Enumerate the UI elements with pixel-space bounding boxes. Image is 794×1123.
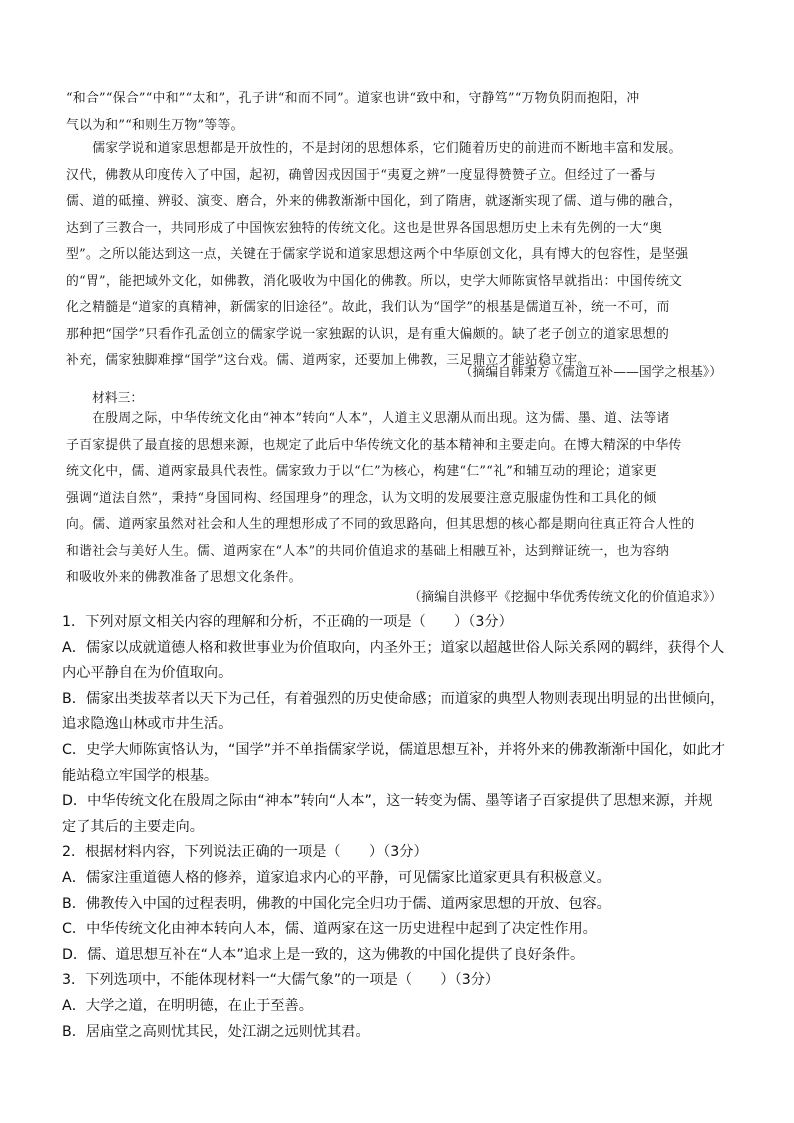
material2-paragraph-2: [66, 136, 736, 375]
question-1-option-c-cont: 能站稳立牢国学的根基。: [62, 767, 219, 784]
question-1-option-d-cont: 定了其后的主要走向。: [62, 818, 204, 835]
question-1-stem: 1．下列对原文相关内容的理解和分析，不正确的一项是（ ）（3分）: [62, 614, 513, 630]
text-line: 儒、道的砥撞、辨驳、演变、磨合，外来的佛教渐渐中国化，到了隋唐，就逐渐实现了儒、道与佛的融合，: [66, 194, 682, 209]
text-line: 达到了三教合一，共同形成了中国恢宏独特的传统文化。这也是世界各国思想历史上未有先例的一大“奥: [66, 220, 663, 236]
text-line: 子百家提供了最直接的思想来源，也规定了此后中华传统文化的基本精神和主要走向。在博大精深的中华传: [66, 437, 682, 453]
question-1-option-a: A．儒家以成就道德人格和救世事业为价值取向，内圣外王；道家以超越世俗人际关系网的羁绊，获得个人: [62, 639, 725, 656]
text-line: 和吸收外来的佛教准备了思想文化条件。: [66, 570, 302, 585]
questions-section: [62, 610, 742, 1045]
question-1-option-b-cont: 追求隐逸山林或市井生活。: [62, 716, 233, 733]
question-1-option-c: C．史学大师陈寅恪认为，“国学”并不单指儒家学说，儒道思想互补，并将外来的佛教渐渐中国化，如此才: [62, 741, 726, 758]
text-line: 型”。之所以能达到这一点，关键在于儒家学说和道家思想这两个中华原创文化，具有博大的包容性，是坚强: [66, 247, 689, 262]
text-line: 气以为和”“和则生万物”等等。: [66, 117, 244, 133]
material2-paragraph-1: [66, 86, 736, 139]
text-line: 化之精髓是“道家的真精神，新儒家的旧途径”。故此，我们认为“国学”的根基是儒道互补，统一不可，而: [66, 300, 670, 315]
question-3-stem: 3．下列选项中，不能体现材料一“大儒气象”的一项是（ ）（3分）: [62, 972, 500, 989]
text-line: 的“胃”，能把域外文化，如佛教，消化吸收为中国化的佛教。所以，史学大师陈寅恪早就指出：中国传统文: [66, 273, 683, 289]
material3-paragraph: [66, 406, 736, 592]
text-line: “和合”“保合”“中和”“太和”，孔子讲“和而不同”。道家也讲“致中和，守静笃”“万物负阴而抱阳，冲: [66, 91, 640, 106]
text-line: 那种把“国学”只看作孔孟创立的儒家学说一家独踞的认识，是有重大偏颇的。缺了老子创立的道家思想的: [66, 326, 670, 342]
question-1-option-b: B．儒家出类拔萃者以天下为己任，有着强烈的历史使命感；而道家的典型人物则表现出明显的出世倾向，: [62, 690, 725, 707]
text-line: 强调“道法自然”，秉持“身国同构、经国理身”的理念，认为文明的发展要注意克服虚伪性和工具化的倾: [66, 490, 657, 506]
material3-label: 材料三：: [92, 391, 144, 406]
question-1-option-d: D．中华传统文化在殷周之际由“神本”转向“人本”，这一转变为儒、墨等诸子百家提供了思想来源，并规: [62, 793, 713, 810]
text-line: 儒家学说和道家思想都是开放性的，不是封闭的思想体系，它们随着历史的前进而不断地丰富和发展。: [66, 141, 682, 156]
text-line: 统文化中，儒、道两家最具代表性。儒家致力于以“仁”为核心，构建“仁”“礼”和辅互动的理论；道家更: [66, 464, 658, 479]
question-3-option-a: A．大学之道，在明明德，在止于至善。: [62, 997, 313, 1014]
question-2-option-a: A．儒家注重道德人格的修养，道家追求内心的平静，可见儒家比道家更具有积极意义。: [62, 869, 611, 886]
text-line: 向。儒、道两家虽然对社会和人生的理想形成了不同的致思路向，但其思想的核心都是期向往真正符合人性的: [66, 517, 695, 532]
question-3-option-b: B．居庙堂之高则忧其民，处江湖之远则忧其君。: [62, 1023, 370, 1040]
question-2-option-c: C．中华传统文化由神本转向人本，儒、道两家在这一历史进程中起到了决定性作用。: [62, 921, 597, 938]
text-line: 和谐社会与美好人生。儒、道两家在“人本”的共同价值追求的基础上相融互补，达到辩证统一，也为容纳: [66, 543, 670, 559]
text-line: 汉代，佛教从印度传入了中国，起初，确曾因戎因国于“夷夏之辨”一度显得赞赞孑立。但经过了一番与: [66, 167, 656, 183]
question-2-option-d: D．儒、道思想互补在“人本”追求上是一致的，这为佛教的中国化提供了良好条件。: [62, 946, 585, 963]
material3-source: （摘编自洪修平《挖掘中华优秀传统文化的价值追求》）: [408, 590, 722, 605]
question-1-option-a-cont: 内心平静自在为价值取向。: [62, 665, 233, 682]
text-line: 在殷周之际，中华传统文化由“神本”转向“人本”，人道主义思潮从而出现。这为儒、墨、道、法等诸: [66, 411, 670, 426]
question-2-option-b: B．佛教传入中国的过程表明，佛教的中国化完全归功于儒、道两家思想的开放、包容。: [62, 895, 611, 912]
material2-source: （摘编自韩秉方《儒道互补——国学之根基》）: [459, 365, 722, 380]
text-line: 补充，儒家独脚难撑“国学”这台戏。儒、道两家，还要加上佛教，三足鼎立才能站稳立牢。: [66, 353, 591, 368]
question-2-stem: 2．根据材料内容，下列说法正确的一项是（ ）（3分）: [62, 844, 428, 861]
